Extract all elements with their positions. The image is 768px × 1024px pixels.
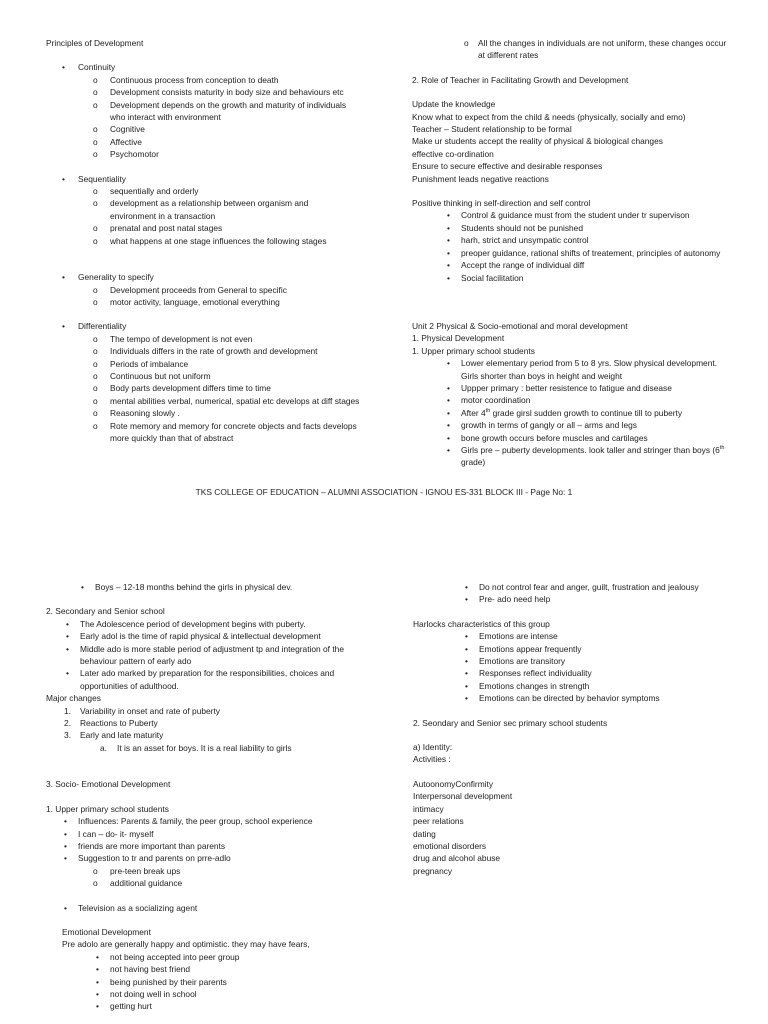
list-item: • Emotions are transitory [465, 656, 566, 667]
bullet-icon: • [62, 272, 65, 283]
list-item: • Responses reflect individuality [465, 668, 592, 679]
bullet-icon: • [66, 668, 69, 679]
bullet-icon: • [465, 643, 468, 654]
circle-bullet-icon: o [93, 296, 98, 307]
role-line: Know what to expect from the child & needs (physically, socially and emo) [412, 111, 686, 122]
bullet-icon: • [447, 210, 450, 221]
list-item: • preoper guidance, rational shifts of treatement, principles of autonomy [447, 247, 721, 258]
circle-bullet-icon: o [93, 186, 98, 197]
list-item: o what happens at one stage influences the following stages [93, 235, 327, 246]
list-item: o additional guidance [93, 878, 183, 889]
circle-bullet-icon: o [93, 333, 98, 344]
list-item: • Emotions appear frequently [465, 643, 582, 654]
list-item: • bone growth occurs before muscles and cartilages [447, 432, 648, 443]
bullet-icon: • [447, 395, 450, 406]
list-item: o mental abilities verbal, numerical, spatial etc develops at diff stages [93, 395, 360, 406]
generality-list [46, 284, 360, 309]
list-item: • After 4th grade girsl sudden growth to continue till to puberty [447, 407, 683, 418]
influences-list [46, 815, 386, 865]
bullet-icon: • [447, 222, 450, 233]
identity-label: a) Identity: [413, 742, 453, 753]
top-list [413, 581, 743, 606]
role-line: Make ur students accept the reality of physical & biological changes [412, 136, 663, 147]
positive-heading: Positive thinking in self-direction and self control [412, 198, 591, 209]
list-item: o Periods of imbalance [93, 358, 189, 369]
list-item: o The tempo of development is not even [93, 333, 253, 344]
list-item: • The Adolescence period of development begins with puberty. [66, 618, 306, 629]
circle-bullet-icon: o [93, 223, 98, 234]
list-item: o Body parts development differs time to time [93, 383, 271, 394]
list-item: 1. Variability in onset and rate of puberty [64, 705, 220, 716]
bullet-icon: • [465, 693, 468, 704]
secondary-heading: 2. Secondary and Senior school [46, 606, 165, 617]
circle-bullet-icon: o [93, 198, 98, 209]
bullet-icon: • [447, 407, 450, 418]
list-item: o sequentially and orderly [93, 186, 199, 197]
circle-bullet-icon: o [93, 149, 98, 160]
list-item: • Girls pre – puberty developments. look taller and stringer than boys (6th grade) [447, 444, 725, 468]
role-line: Punishment leads negative reactions [412, 173, 549, 184]
circle-bullet-icon: o [464, 38, 469, 48]
major-changes-list [46, 705, 386, 755]
continuity-section [46, 61, 376, 73]
activity-item: intimacy [413, 803, 444, 814]
role-line: Teacher – Student relationship to be formal [412, 124, 572, 135]
role-line: effective co-ordination [412, 148, 494, 159]
circle-bullet-icon: o [93, 370, 98, 381]
list-item: • Social facilitation [447, 272, 524, 283]
bullet-icon: • [64, 828, 67, 839]
circle-bullet-icon: o [93, 383, 98, 394]
circle-bullet-icon: o [93, 124, 98, 135]
list-item: o Rote memory and memory for concrete objects and facts develops more quickly than that of abstract [93, 420, 357, 443]
activity-item: Interpersonal development [413, 791, 513, 802]
top-list [412, 37, 732, 62]
list-item: • not being accepted into peer group [96, 951, 240, 962]
circle-bullet-icon: o [93, 136, 98, 147]
list-item: • I can – do- it- myself [64, 828, 154, 839]
role-line: Update the knowledge [412, 99, 496, 110]
bullet-icon: • [62, 62, 65, 73]
page1-right-column [412, 37, 742, 469]
list-item: • Suggestion to tr and parents on prre-adlo [64, 853, 231, 864]
circle-bullet-icon: o [93, 346, 98, 357]
list-item: • Emotions are intense [465, 631, 558, 642]
circle-bullet-icon: o [93, 99, 98, 110]
list-item: • Lower elementary period from 5 to 8 yrs. Slow physical development. Girls shorter than boys in height and weight [447, 358, 718, 381]
list-item: • getting hurt [96, 1001, 152, 1012]
activity-item: drug and alcohol abuse [413, 853, 501, 864]
upper-primary-heading: 1. Upper primary school students [412, 345, 535, 356]
differentiality-list [46, 333, 360, 445]
page2-right-column [413, 581, 743, 877]
bullet-icon: • [66, 631, 69, 642]
major-changes-heading: Major changes [46, 693, 101, 704]
circle-bullet-icon: o [93, 87, 98, 98]
socio-heading: 3. Socio- Emotional Development [46, 779, 171, 790]
bullet-icon: • [66, 618, 69, 629]
bullet-icon: • [81, 582, 84, 592]
list-item: o Reasoning slowly . [93, 408, 180, 419]
bullet-icon: • [465, 594, 468, 605]
tv-list [46, 902, 386, 914]
list-item: • not having best friend [96, 964, 191, 975]
suggestion-sublist [46, 865, 386, 890]
list-item: • Boys – 12-18 months behind the girls in physical dev. [81, 582, 293, 592]
boys-list [46, 581, 375, 593]
list-item: o Development proceeds from General to specific [93, 284, 287, 295]
generality-section [46, 271, 376, 283]
activity-item: dating [413, 828, 436, 839]
continuity-list [46, 74, 350, 161]
bullet-icon: • [96, 964, 99, 975]
list-item: 3. Early and late maturity [64, 730, 164, 741]
bullet-icon: • [64, 902, 67, 913]
activity-item: emotional disorders [413, 840, 487, 851]
emotional-heading: Emotional Development [62, 926, 151, 937]
unit-heading: Unit 2 Physical & Socio-emotional and moral development [412, 320, 628, 331]
circle-bullet-icon: o [93, 420, 98, 431]
list-item: o pre-teen break ups [93, 865, 181, 876]
circle-bullet-icon: o [93, 235, 98, 246]
secondary-list [46, 618, 370, 692]
list-item: • Influences: Parents & family, the peer group, school experience [64, 816, 313, 827]
bullet-icon: • [465, 582, 468, 592]
bullet-icon: • [96, 1001, 99, 1012]
activity-item: AutoonomyConfirmity [413, 778, 494, 789]
fears-list [46, 951, 386, 1013]
bullet-icon: • [447, 260, 450, 271]
page1-left-column [46, 37, 376, 444]
bullet-icon: • [447, 420, 450, 431]
continuity-label: Continuity [78, 62, 116, 73]
bullet-icon: • [96, 951, 99, 962]
list-item: • growth in terms of gangly or all – arms and legs [447, 420, 637, 431]
list-item: o Development depends on the growth and maturity of individuals who interact with environment [93, 99, 347, 123]
bullet-icon: • [62, 321, 65, 332]
list-item: • Emotions changes in strength [465, 680, 590, 691]
sequentiality-section [46, 173, 376, 185]
circle-bullet-icon: o [93, 408, 98, 419]
bullet-icon: • [465, 680, 468, 691]
list-item: • Middle ado is more stable period of adjustment tp and integration of the behaviour pattern of early ado [66, 643, 344, 667]
harlocks-heading: Harlocks characteristics of this group [413, 618, 550, 629]
list-item: o Development consists maturity in body size and behaviours etc [93, 87, 344, 98]
bullet-icon: • [66, 643, 69, 654]
list-item: • being punished by their parents [96, 976, 227, 987]
list-item: • Pre- ado need help [465, 594, 551, 605]
bullet-icon: • [447, 235, 450, 246]
list-item: • not doing well in school [96, 988, 197, 999]
emotional-intro: Pre adolo are generally happy and optimistic. they may have fears, [62, 939, 310, 950]
circle-bullet-icon: o [93, 395, 98, 406]
bullet-icon: • [447, 272, 450, 283]
list-item: • Emotions can be directed by behavior symptoms [465, 693, 660, 704]
list-item: o Cognitive [93, 124, 145, 135]
list-item: • harh, strict and unsympatic control [447, 235, 589, 246]
differentiality-label: Differentiality [78, 321, 127, 332]
physical-heading: 1. Physical Development [412, 333, 505, 344]
list-item: 2. Reactions to Puberty [64, 718, 158, 729]
circle-bullet-icon: o [93, 74, 98, 85]
differentiality-section [46, 320, 376, 332]
activity-item: peer relations [413, 816, 464, 827]
list-item: • Accept the range of individual diff [447, 260, 585, 271]
bullet-icon: • [465, 631, 468, 642]
bullet-icon: • [447, 247, 450, 258]
list-item: o Individuals differs in the rate of growth and development [93, 346, 318, 357]
bullet-icon: • [465, 668, 468, 679]
role-line: Ensure to secure effective and desirable responses [412, 161, 603, 172]
list-item: • Do not control fear and anger, guilt, frustration and jealousy [465, 582, 699, 592]
bullet-icon: • [447, 444, 450, 455]
circle-bullet-icon: o [93, 358, 98, 369]
bullet-icon: • [96, 988, 99, 999]
principles-title: Principles of Development [46, 38, 144, 48]
bullet-icon: • [465, 656, 468, 667]
list-item: • Students should not be punished [447, 222, 583, 233]
list-item: o Psychomotor [93, 149, 159, 160]
list-item: • Later ado marked by preparation for the responsibilities, choices and opportunities of adulthood. [66, 668, 335, 691]
sequentiality-label: Sequentiality [78, 173, 126, 184]
list-item: o development as a relationship between organism and environment in a transaction [93, 198, 309, 221]
list-item: o All the changes in individuals are not uniform, these changes occur at different rates [464, 38, 727, 61]
list-item: • Early adol is the time of rapid physical & intellectual development [66, 631, 321, 642]
upper-primary-heading: 1. Upper primary school students [46, 803, 169, 814]
bullet-icon: • [64, 816, 67, 827]
circle-bullet-icon: o [93, 284, 98, 295]
bullet-icon: • [64, 853, 67, 864]
list-item: • Control & guidance must from the student under tr supervison [447, 210, 690, 221]
circle-bullet-icon: o [93, 878, 98, 889]
page2-left-column [46, 581, 386, 1013]
activities-label: Activities : [413, 754, 451, 765]
list-item: o prenatal and post natal stages [93, 223, 223, 234]
bullet-icon: • [447, 432, 450, 443]
bullet-icon: • [447, 382, 450, 393]
list-item: • motor coordination [447, 395, 531, 406]
page-footer: TKS COLLEGE OF EDUCATION – ALUMNI ASSOCIATION - IGNOU ES-331 BLOCK III - Page No: 1 [195, 487, 573, 497]
circle-bullet-icon: o [93, 865, 98, 876]
list-item: o Continuous process from conception to death [93, 74, 279, 85]
positive-list [412, 209, 721, 283]
generality-label: Generality to specify [78, 272, 154, 283]
list-item: • Television as a socializing agent [64, 902, 198, 913]
list-item: • Uppper primary : better resistence to fatigue and disease [447, 382, 672, 393]
seondary-heading: 2. Seondary and Senior sec primary school students [413, 717, 608, 728]
bullet-icon: • [64, 840, 67, 851]
list-item: o motor activity, language, emotional everything [93, 296, 280, 307]
bullet-icon: • [96, 976, 99, 987]
role-heading: 2. Role of Teacher in Facilitating Growth and Development [412, 74, 629, 85]
harlocks-list [413, 630, 743, 704]
list-item: • friends are more important than parents [64, 840, 226, 851]
activity-item: pregnancy [413, 865, 453, 876]
bullet-icon: • [447, 358, 450, 369]
physical-list [412, 357, 736, 469]
list-item: o Affective [93, 136, 142, 147]
list-item: o Continuous but not uniform [93, 370, 211, 381]
sequentiality-list [46, 185, 350, 247]
list-item: a. It is an asset for boys. It is a real liability to girls [100, 742, 292, 753]
bullet-icon: • [62, 173, 65, 184]
